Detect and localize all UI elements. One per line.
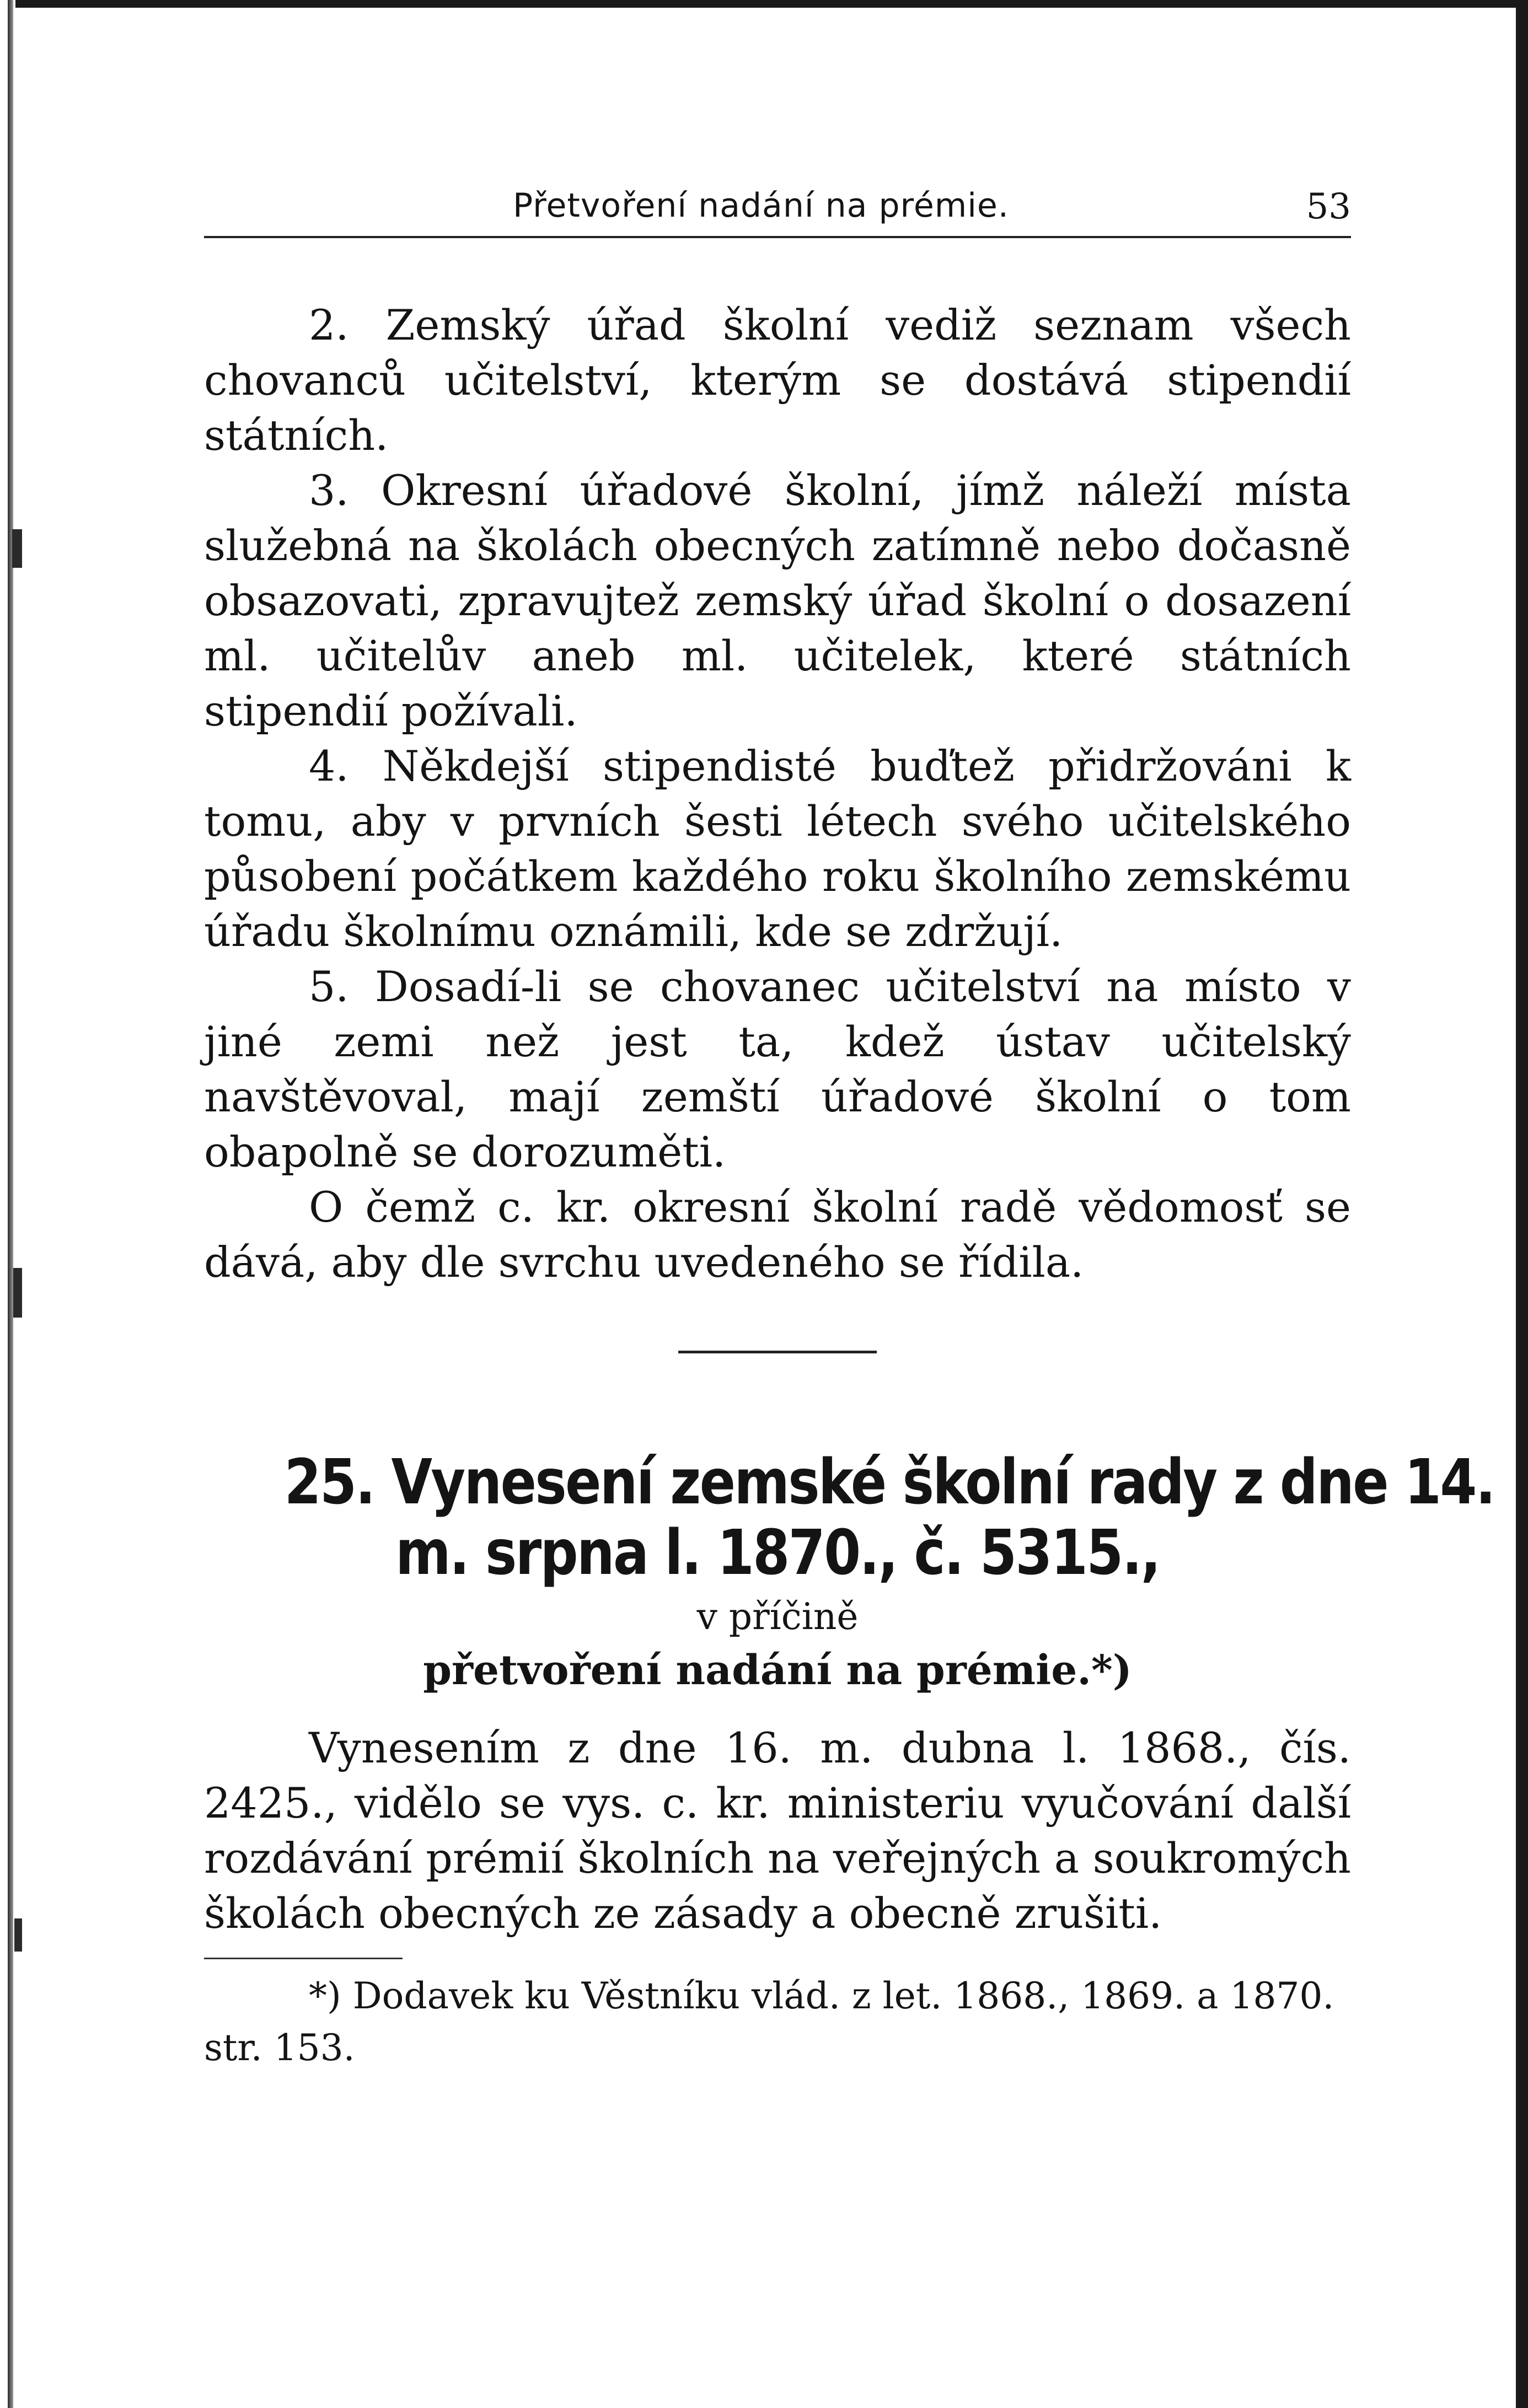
section-body: Vynesením z dne 16. m. dubna l. 1868., čís. 2425., vidělo se vys. c. kr. ministeriu vyučování další rozdávání prémií školních na veřejných a soukromých školách obecných ze zásady a obecně zrušiti. [204,1723,1351,1938]
running-title: Přetvoření nadání na prémie. [513,186,1009,225]
section-title-line1: 25. Vynesení zemské školní rady z dne 14. [284,1447,1494,1518]
paragraph-item-4: 4. Někdejší stipendisté buďtež přidržováni k tomu, aby v prvních šesti létech svého učitelského působení počátkem každého roku školního zemskému úřadu školnímu oznámili, kde se zdržují. [204,741,1351,956]
margin-mark [14,1918,22,1952]
page-number: 53 [1306,186,1351,227]
section-divider [678,1351,877,1353]
paragraph-item-5: 5. Dosadí-li se chovanec učitelství na místo v jiné zemi než jest ta, kdež ústav učitelský navštěvoval, mají zemští úřadové školní o tom obapolně se dorozuměti. [204,962,1351,1176]
section-preposition: v příčině [696,1595,859,1638]
section-title-line2: m. srpna l. 1870., č. 5315., [395,1517,1160,1589]
running-head [204,175,1351,238]
paragraph-closing: O čemž c. kr. okresní školní radě vědomosť se dává, aby dle svrchu uvedeného se řídila. [204,1182,1351,1287]
paragraph-item-3: 3. Okresní úřadové školní, jímž náleží místa služebná na školách obecných zatímně nebo dočasně obsazovati, zpravujtež zemský úřad školní o dosazení ml. učitelův aneb ml. učitelek, které státních stipendií požívali. [204,466,1351,735]
scan-left-edge [8,0,13,2408]
body-text [204,298,1494,2074]
margin-mark [13,1268,22,1318]
footnote: *) Dodavek ku Věstníku vlád. z let. 1868., 1869. a 1870. str. 153. [204,1975,1334,2069]
margin-mark [12,529,22,568]
footnote-rule [204,1958,403,1959]
section-subject: přetvoření nadání na prémie.*) [423,1647,1132,1694]
paragraph-item-2: 2. Zemský úřad školní vediž seznam všech chovanců učitelství, kterým se dostává stipendií státních. [204,300,1351,460]
